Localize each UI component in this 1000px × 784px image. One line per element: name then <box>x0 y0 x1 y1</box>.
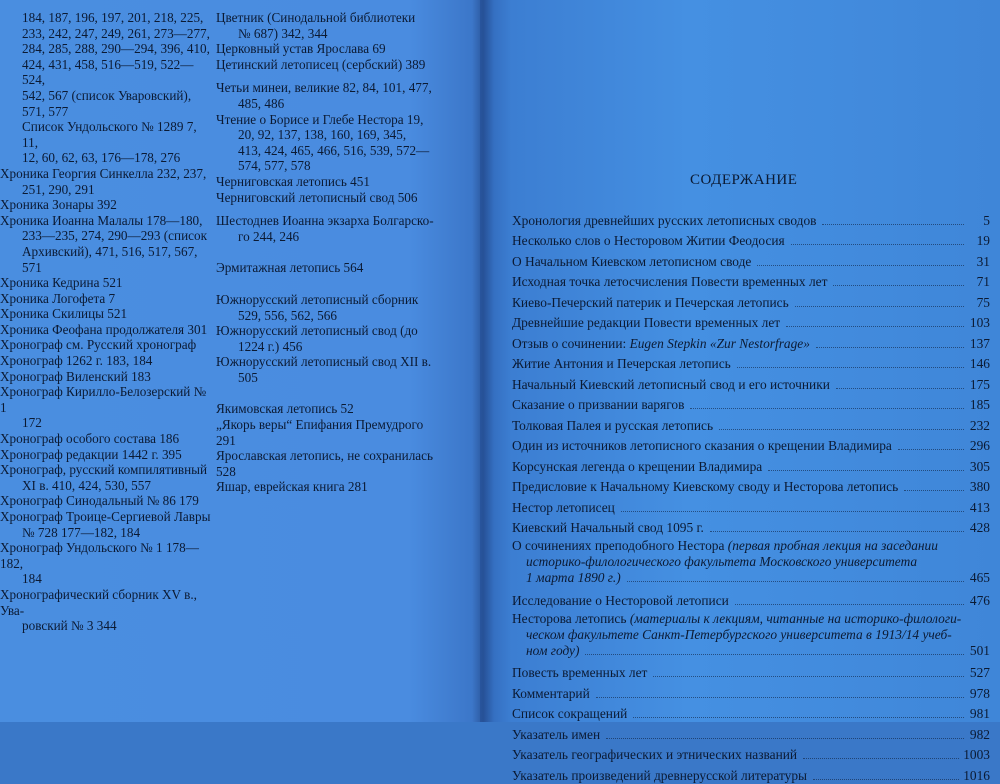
index-entry-line: Южнорусский летописный свод (до <box>216 323 418 339</box>
index-entry-line: „Якорь веры“ Епифания Премудрого 291 <box>216 417 424 448</box>
index-entry-line: 529, 556, 562, 566 <box>238 307 337 323</box>
toc-entry[interactable] <box>512 763 990 784</box>
left-page <box>0 0 480 722</box>
index-entry-line <box>216 244 441 252</box>
toc-entry-page: 31 <box>976 253 990 269</box>
toc-entry-page: 465 <box>969 570 990 585</box>
toc-leader-dots <box>904 490 964 491</box>
toc-entry-page: 137 <box>969 335 990 351</box>
index-entry-line: № 687) 342, 344 <box>238 25 328 41</box>
toc-entry-title: Хронология древнейших русских летописных сводов <box>512 212 817 228</box>
index-entry-line: Хронограф особого состава 186 <box>0 431 180 447</box>
toc-leader-dots <box>816 347 964 348</box>
toc-leader-dots <box>822 224 964 225</box>
table-of-contents <box>512 208 990 784</box>
toc-entry-title: Киевский Начальный свод 1095 г. <box>512 520 704 535</box>
index-entry-line: Ярославская летопись, не сохранилась 528 <box>216 448 434 479</box>
toc-leader-dots <box>633 717 964 718</box>
index-entry-line: 542, 567 (список Уваровский), <box>22 87 192 103</box>
index-entry-line: 172 <box>22 415 42 431</box>
toc-entry-page: 71 <box>976 274 990 289</box>
toc-entry-title: Несколько слов о Несторовом Житии Феодосия <box>512 233 785 248</box>
toc-leader-dots <box>786 326 964 327</box>
index-entry-line: 251, 290, 291 <box>22 181 95 197</box>
toc-entry-title: Предисловие к Начальному Киевскому своду и Несторова летопись <box>512 479 899 494</box>
index-entry-line <box>216 393 441 401</box>
toc-entry[interactable] <box>512 249 990 270</box>
index-entry-line: Яшар, еврейская книга 281 <box>216 479 368 495</box>
index-entry-line: XI в. 410, 424, 530, 557 <box>22 477 151 493</box>
toc-entry-title: О Начальном Киевском летописном своде <box>512 253 752 269</box>
index-entry-line: Хронограф Синодальный № 86 179 <box>0 493 199 509</box>
toc-entry[interactable] <box>512 722 990 743</box>
toc-entry-page: 1003 <box>963 747 990 762</box>
toc-leader-dots <box>803 758 959 759</box>
toc-entry-title: Житие Антония и Печерская летопись <box>512 356 731 371</box>
toc-entry-title: Указатель имен <box>512 726 601 742</box>
index-entry-line: Церковный устав Ярослава 69 <box>216 41 386 57</box>
contents-heading: СОДЕРЖАНИЕ <box>690 172 798 188</box>
toc-leader-dots <box>768 470 964 471</box>
index-entry-line: Хроника Зонары 392 <box>0 197 117 213</box>
index-entry-line: 571, 577 <box>22 103 69 119</box>
toc-entry-page: 175 <box>969 376 990 392</box>
toc-leader-dots <box>719 429 964 430</box>
index-entry-line <box>216 276 441 284</box>
index-entry-line: Хронографический сборник XV в., Ува- <box>0 586 197 618</box>
toc-entry-page: 296 <box>969 438 990 453</box>
index-entry-line: Черниговский летописный свод 506 <box>216 189 418 205</box>
index-entry-line: 413, 424, 465, 466, 516, 539, 572— <box>238 142 430 158</box>
index-entry-line <box>216 385 441 393</box>
index-entry-line: 1224 г.) 456 <box>238 338 303 354</box>
index-entry-line: 184 <box>22 571 42 587</box>
index-column-left <box>0 10 212 634</box>
toc-leader-dots <box>836 388 964 389</box>
toc-entry-multiline[interactable] <box>512 611 990 659</box>
toc-entry[interactable] <box>512 681 990 702</box>
index-entry-line: 424, 431, 458, 516—519, 522—524, <box>22 56 194 88</box>
toc-leader-dots <box>757 265 964 266</box>
toc-entry-title: Один из источников летописного сказания о крещении Владимира <box>512 438 892 453</box>
toc-entry-title: Указатель географических и этнических названий <box>512 747 798 762</box>
toc-entry[interactable] <box>512 331 990 352</box>
toc-entry-page: 1016 <box>963 767 990 783</box>
index-entry-line: 233, 242, 247, 249, 261, 273—277, <box>22 25 210 41</box>
index-entry-line <box>216 205 441 213</box>
index-entry-line: Хроника Скилицы 521 <box>0 306 128 322</box>
toc-entry[interactable] <box>512 454 990 475</box>
index-entry-line: 233—235, 274, 290—293 (список <box>22 228 207 244</box>
toc-leader-dots <box>690 408 964 409</box>
toc-leader-dots <box>710 531 964 532</box>
toc-leader-dots <box>737 367 964 368</box>
toc-entry-title: Список сокращений <box>512 706 628 721</box>
toc-entry[interactable] <box>512 495 990 516</box>
toc-entry-title: Начальный Киевский летописный свод и его источники <box>512 376 830 392</box>
toc-entry-title: Толковая Палея и русская летопись <box>512 417 714 433</box>
index-entry-line: Хронограф, русский компилятивный <box>0 462 208 478</box>
toc-leader-dots <box>813 779 959 780</box>
index-entry-line: Чтение о Борисе и Глебе Нестора 19, <box>216 111 424 127</box>
toc-leader-dots <box>621 511 964 512</box>
index-entry-line: Хронограф Виленский 183 <box>0 368 151 384</box>
index-entry-line: го 244, 246 <box>238 228 300 244</box>
toc-entry[interactable] <box>512 661 990 682</box>
index-entry-line: Хроника Иоанна Малалы 178—180, <box>0 212 203 228</box>
toc-entry-page: 185 <box>969 397 990 412</box>
toc-entry[interactable] <box>512 393 990 414</box>
index-entry-line <box>216 72 441 80</box>
toc-entry-title: Корсунская легенда о крещении Владимира <box>512 458 763 474</box>
index-entry-line: Хроника Георгия Синкелла 232, 237, <box>0 165 207 181</box>
index-entry-line: Цветник (Синодальной библиотеки <box>216 10 416 25</box>
toc-entry-page: 75 <box>976 294 990 310</box>
index-entry-line: Четьи минеи, великие 82, 84, 101, 477, <box>216 80 432 96</box>
toc-entry[interactable] <box>512 475 990 496</box>
toc-leader-dots <box>791 244 964 245</box>
toc-entry-title: Нестор летописец <box>512 499 615 515</box>
index-entry-line: Хроника Кедрина 521 <box>0 275 123 291</box>
index-entry-line: Южнорусский летописный свод XII в. <box>216 354 432 370</box>
toc-entry[interactable] <box>512 372 990 393</box>
index-entry-line: Хронограф Кирилло-Белозерский № 1 <box>0 384 207 415</box>
index-entry-line: Хронограф см. Русский хронограф <box>0 337 197 353</box>
toc-entry[interactable] <box>512 588 990 609</box>
index-column-right <box>216 10 441 495</box>
index-entry-line: Хронограф 1262 г. 183, 184 <box>0 353 153 369</box>
toc-entry-page: 413 <box>969 499 990 515</box>
index-entry-line: 505 <box>238 369 258 385</box>
index-entry-line: 284, 285, 288, 290—294, 396, 410, <box>22 41 210 57</box>
toc-entry-page: 103 <box>969 315 990 330</box>
toc-entry[interactable] <box>512 702 990 723</box>
toc-entry-page: 476 <box>969 592 990 608</box>
index-entry-line: Южнорусский летописный сборник <box>216 291 419 307</box>
index-entry-line: Архивский), 471, 516, 517, 567, 571 <box>22 243 198 275</box>
index-entry-line: 12, 60, 62, 63, 176—178, 276 <box>22 150 181 166</box>
toc-entry[interactable] <box>512 270 990 291</box>
index-entry-line: 574, 577, 578 <box>238 158 311 174</box>
toc-entry[interactable] <box>512 743 990 764</box>
toc-entry-title: Комментарий <box>512 685 590 701</box>
index-entry-line: 20, 92, 137, 138, 160, 169, 345, <box>238 127 407 143</box>
toc-entry[interactable] <box>512 413 990 434</box>
toc-leader-dots <box>833 285 964 286</box>
toc-entry-title: Повесть временных лет <box>512 665 648 680</box>
index-entry-line: Хроника Логофета 7 <box>0 290 116 306</box>
toc-entry-page: 981 <box>969 706 990 721</box>
toc-entry-page: 501 <box>969 642 990 658</box>
toc-entry[interactable] <box>512 290 990 311</box>
index-entry-line: № 728 177—182, 184 <box>22 524 141 540</box>
index-entry-line: 485, 486 <box>238 95 285 111</box>
toc-entry-page: 527 <box>969 665 990 680</box>
toc-entry[interactable] <box>512 311 990 332</box>
toc-leader-dots <box>898 449 964 450</box>
index-entry-line: Шестоднев Иоанна экзарха Болгарско- <box>216 213 434 229</box>
toc-entry-page: 5 <box>983 212 990 228</box>
toc-entry[interactable] <box>512 516 990 537</box>
toc-leader-dots <box>795 306 964 307</box>
index-entry-line: Цетинский летописец (сербский) 389 <box>216 56 426 72</box>
toc-entry-title: Отзыв о сочинении: Eugen Stepkin «Zur Nestorfrage» <box>512 335 810 351</box>
index-entry-line <box>216 284 441 292</box>
toc-entry-title: Киево-Печерский патерик и Печерская летопись <box>512 294 789 310</box>
index-entry-line: Список Ундольского № 1289 7, 11, <box>22 119 197 150</box>
toc-entry-page: 428 <box>969 520 990 535</box>
toc-entry-title: Указатель произведений древнерусской литературы <box>512 767 808 783</box>
index-entry-line: Хроника Феофана продолжателя 301 <box>0 321 208 337</box>
index-entry-line: 184, 187, 196, 197, 201, 218, 225, <box>22 10 204 25</box>
toc-leader-dots <box>596 697 964 698</box>
toc-entry-title: О сочинениях преподобного Нестора (первая пробная лекция на заседании историко-филологического факультета Московского университета 1 марта 1890 г.) <box>512 538 968 586</box>
index-entry-line: Хронограф Ундольского № 1 178—182, <box>0 540 199 571</box>
toc-entry[interactable] <box>512 229 990 250</box>
toc-entry-title: Исходная точка летосчисления Повести временных лет <box>512 274 828 289</box>
toc-leader-dots <box>735 604 964 605</box>
index-entry-line: Якимовская летопись 52 <box>216 401 354 417</box>
toc-entry-multiline[interactable] <box>512 538 990 586</box>
toc-entry[interactable] <box>512 208 990 229</box>
toc-leader-dots <box>606 738 964 739</box>
toc-leader-dots <box>653 676 964 677</box>
index-entry-line: Черниговская летопись 451 <box>216 173 370 189</box>
index-entry-line: Хронограф Троице-Сергиевой Лавры <box>0 509 211 524</box>
index-entry-line: Хронограф редакции 1442 г. 395 <box>0 446 182 462</box>
index-entry-line: Эрмитажная летопись 564 <box>216 260 364 276</box>
toc-entry-page: 380 <box>969 479 990 494</box>
toc-leader-dots <box>627 570 964 582</box>
book-gutter <box>472 0 494 722</box>
toc-entry-page: 982 <box>969 726 990 742</box>
toc-entry-title: Древнейшие редакции Повести временных лет <box>512 315 781 330</box>
toc-entry-title: Исследование о Несторовой летописи <box>512 592 729 608</box>
toc-leader-dots <box>585 643 964 655</box>
toc-entry-title: Несторова летопись (материалы к лекциям, читанные на историко-филологи- ческом факультете Санкт-Петербургского университета в 1913/14 учеб- ном году) <box>512 611 968 659</box>
toc-entry-page: 232 <box>969 417 990 433</box>
toc-entry-page: 978 <box>969 685 990 701</box>
toc-entry-page: 19 <box>976 233 990 248</box>
toc-entry[interactable] <box>512 352 990 373</box>
index-entry-line <box>216 252 441 260</box>
toc-entry[interactable] <box>512 434 990 455</box>
toc-entry-page: 305 <box>969 458 990 474</box>
index-entry-line: ровский № 3 344 <box>22 618 117 634</box>
toc-entry-page: 146 <box>969 356 990 371</box>
toc-entry-title: Сказание о призвании варягов <box>512 397 685 412</box>
